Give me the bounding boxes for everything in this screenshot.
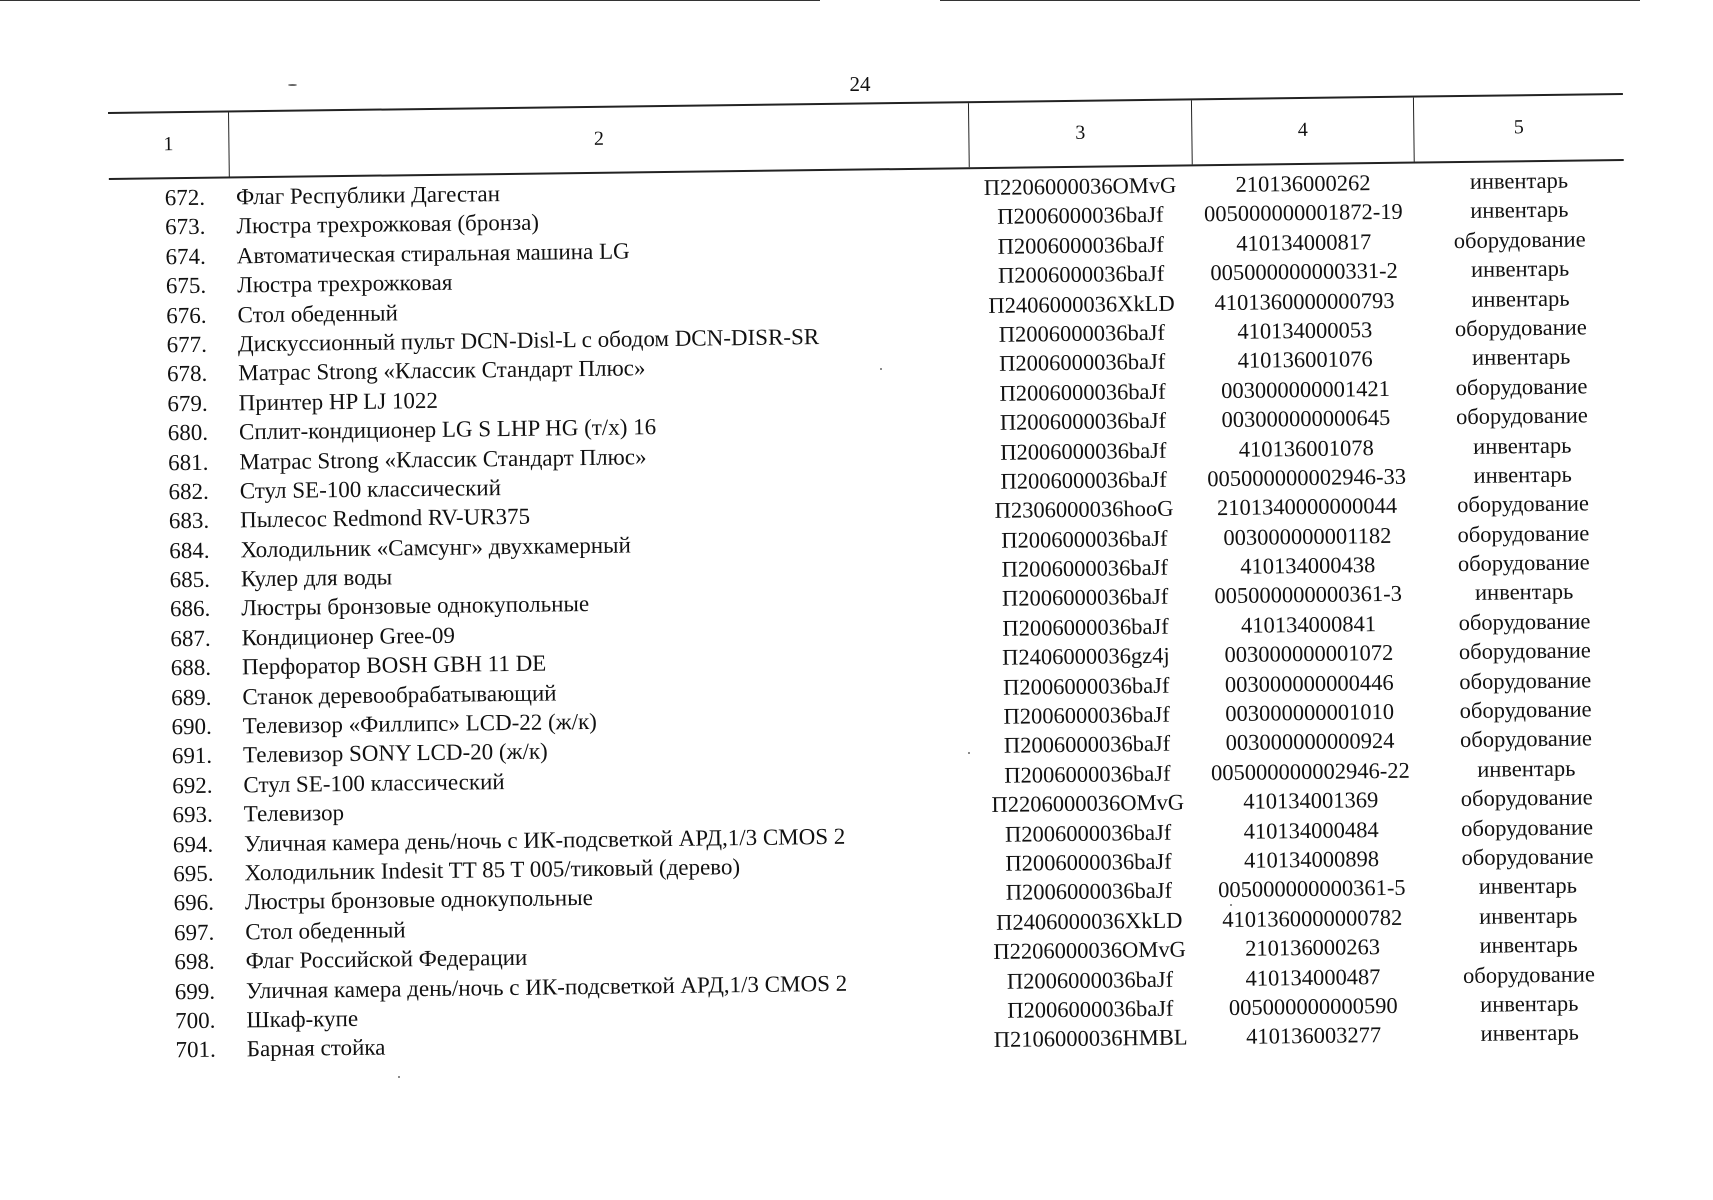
inventory-number: П2006000036baJf	[999, 378, 1166, 406]
item-code: 003000000000645	[1221, 405, 1391, 433]
inventory-number: П2206000036OMvG	[991, 789, 1185, 818]
item-code: 410136001078	[1238, 434, 1374, 462]
row-number: 677.	[166, 331, 208, 358]
row-number: 683.	[168, 508, 210, 534]
item-name: Дискуссионный пульт DCN-Disl-L с ободом DCN-DISR-SR	[237, 324, 820, 357]
item-category: инвентарь	[1469, 167, 1569, 194]
column-header-5: 5	[1413, 95, 1624, 162]
row-number: 675.	[165, 272, 207, 299]
item-code: 410134001369	[1243, 787, 1379, 814]
inventory-number: П2006000036baJf	[1001, 525, 1168, 553]
item-name: Перфоратор BOSH GBH 11 DE	[241, 650, 547, 680]
row-number: 689.	[170, 684, 212, 710]
inventory-number: П2006000036baJf	[1002, 613, 1169, 641]
item-name: Телевизор «Филлипс» LCD-22 (ж/к)	[242, 708, 597, 739]
item-name: Флаг Российской Федерации	[245, 944, 528, 974]
row-number: 690.	[171, 713, 212, 740]
scan-speck	[398, 1076, 400, 1078]
inventory-number: П2006000036baJf	[1007, 995, 1174, 1023]
item-code: 410134000487	[1245, 963, 1381, 991]
item-category: инвентарь	[1470, 255, 1570, 283]
item-category: оборудование	[1460, 784, 1593, 812]
inventory-number: П2006000036baJf	[1004, 760, 1171, 788]
inventory-number: П2006000036baJf	[1001, 554, 1169, 582]
item-category: оборудование	[1453, 226, 1586, 253]
item-name: Принтер HP LJ 1022	[238, 387, 439, 416]
item-code: 410134000053	[1237, 317, 1373, 344]
item-name: Люстры бронзовые однокупольные	[241, 591, 590, 621]
row-number: 672.	[164, 184, 206, 211]
inventory-number: П2406000036XkLD	[988, 290, 1175, 318]
row-number: 679.	[167, 390, 208, 417]
row-number: 687.	[170, 625, 211, 652]
item-category: оборудование	[1457, 520, 1590, 547]
inventory-number: П2006000036baJf	[997, 202, 1164, 230]
item-name: Холодильник Indesit TT 85 T 005/тиковый (дерево)	[244, 854, 741, 886]
inventory-number: П2406000036XkLD	[995, 907, 1183, 935]
item-code: 003000000000924	[1225, 728, 1395, 756]
column-header-1: 1	[163, 133, 174, 156]
item-category: оборудование	[1458, 637, 1591, 665]
row-number: 697.	[173, 919, 215, 945]
item-name: Автоматическая стиральная машина LG	[236, 238, 630, 269]
row-number: 673.	[165, 214, 206, 240]
item-code: 210136000262	[1235, 170, 1371, 197]
row-number: 682.	[168, 478, 209, 505]
item-code: 005000000000590	[1228, 992, 1398, 1020]
item-category: оборудование	[1457, 549, 1590, 577]
item-name: Барная стойка	[246, 1034, 386, 1062]
inventory-number: П2306000036hooG	[994, 495, 1174, 524]
item-name: Матрас Strong «Классик Стандарт Плюс»	[239, 443, 647, 474]
item-code: 003000000001421	[1221, 375, 1391, 403]
row-number: 684.	[169, 537, 210, 563]
inventory-number: П2006000036baJf	[1000, 466, 1167, 494]
row-number: 696.	[173, 890, 215, 916]
row-number: 685.	[169, 566, 211, 593]
item-category: оборудование	[1461, 843, 1594, 871]
table-body	[109, 165, 1635, 1066]
inventory-number: П2206000036OMvG	[983, 172, 1177, 201]
item-category: оборудование	[1456, 490, 1590, 518]
row-number: 698.	[174, 948, 215, 975]
item-code: 005000000002946-22	[1210, 757, 1410, 786]
item-code: 005000000001872-19	[1203, 199, 1403, 227]
item-name: Кондиционер Gree-09	[241, 622, 456, 651]
item-category: оборудование	[1455, 373, 1588, 400]
inventory-number: П2006000036baJf	[1000, 437, 1167, 465]
inventory-number: П2006000036baJf	[999, 407, 1167, 435]
item-name: Люстры бронзовые однокупольные	[244, 885, 593, 915]
item-code: 005000000000361-3	[1214, 581, 1403, 609]
item-name: Станок деревообрабатывающий	[242, 680, 557, 709]
item-name: Уличная камера день/ночь с ИК-подсветкой АРД,1/3 CMOS 2	[244, 823, 846, 856]
scan-speck	[288, 84, 297, 86]
item-code: 210136000263	[1244, 934, 1381, 961]
inventory-table	[108, 93, 1635, 1066]
inventory-number: П2106000036HMBL	[993, 1024, 1188, 1053]
item-code: 410134000484	[1243, 816, 1379, 844]
item-code: 410136003277	[1246, 1022, 1382, 1050]
row-number: 676.	[166, 302, 207, 328]
item-category: оборудование	[1459, 696, 1592, 724]
inventory-number: П2006000036baJf	[1005, 848, 1172, 876]
item-name: Люстра трехрожковая (бронза)	[236, 209, 540, 239]
item-name: Матрас Strong «Классик Стандарт Плюс»	[238, 355, 646, 386]
item-name: Холодильник «Самсунг» двухкамерный	[240, 532, 631, 563]
row-number: 691.	[171, 743, 213, 769]
row-number: 694.	[172, 831, 214, 857]
item-code: 4101360000000793	[1214, 287, 1395, 315]
item-code: 005000000000361-5	[1217, 875, 1406, 903]
inventory-number: П2006000036baJf	[997, 260, 1165, 289]
row-number: 688.	[170, 655, 212, 681]
row-number: 681.	[167, 449, 209, 475]
inventory-number: П2406000036gz4j	[1002, 642, 1170, 671]
item-code: 410134000841	[1240, 610, 1377, 638]
row-number: 674.	[165, 243, 206, 270]
inventory-number: П2006000036baJf	[1003, 731, 1171, 759]
item-category: оборудование	[1454, 314, 1587, 342]
item-category: оборудование	[1461, 813, 1594, 841]
inventory-number: П2006000036baJf	[1006, 966, 1174, 994]
item-code: 003000000001072	[1224, 640, 1394, 668]
row-number: 699.	[174, 978, 216, 1004]
inventory-number: П2006000036baJf	[998, 319, 1166, 347]
item-category: оборудование	[1459, 667, 1592, 694]
row-number: 700.	[175, 1007, 216, 1034]
item-name: Шкаф-купе	[246, 1005, 359, 1033]
item-name: Стул SE-100 классический	[243, 768, 505, 798]
item-code: 005000000000331-2	[1210, 257, 1399, 286]
inventory-number: П2006000036baJf	[1001, 584, 1169, 612]
item-code: 410136001076	[1237, 346, 1373, 374]
inventory-number: П2006000036baJf	[1005, 878, 1173, 906]
item-name: Уличная камера день/ночь с ИК-подсветкой АРД,1/3 CMOS 2	[245, 970, 848, 1003]
item-code: 410134000438	[1240, 552, 1376, 579]
item-category: оборудование	[1455, 402, 1588, 430]
item-category: оборудование	[1459, 725, 1593, 753]
row-number: 692.	[172, 772, 213, 799]
item-code: 005000000002946-33	[1207, 463, 1407, 492]
item-code: 003000000001010	[1225, 698, 1395, 727]
item-code: 410134000898	[1243, 846, 1380, 873]
item-name: Флаг Республики Дагестан	[235, 181, 501, 210]
inventory-number: П2006000036baJf	[1003, 701, 1170, 729]
item-name: Стул SE-100 классический	[239, 474, 502, 504]
row-number: 695.	[173, 860, 214, 887]
item-name: Кулер для воды	[240, 564, 393, 592]
column-header-3: 3	[968, 100, 1192, 167]
item-category: оборудование	[1462, 960, 1596, 988]
inventory-number: П2006000036baJf	[997, 231, 1165, 259]
item-code: 003000000000446	[1224, 669, 1394, 697]
inventory-number: П2006000036baJf	[1004, 819, 1172, 847]
item-category: инвентарь	[1471, 285, 1570, 312]
row-number: 686.	[169, 596, 211, 622]
item-code: 4101360000000782	[1222, 904, 1403, 932]
item-code: 003000000001182	[1223, 522, 1392, 550]
item-category: оборудование	[1458, 608, 1591, 635]
item-category: инвентарь	[1479, 931, 1578, 958]
row-number: 701.	[175, 1037, 216, 1063]
item-name: Стол обеденный	[237, 299, 399, 327]
item-name: Пылесос Redmond RV-UR375	[239, 504, 531, 533]
item-category: инвентарь	[1474, 579, 1574, 606]
item-category: инвентарь	[1470, 197, 1569, 224]
item-code: 410134000817	[1236, 228, 1372, 256]
inventory-number: П2006000036baJf	[998, 349, 1166, 377]
item-category: инвентарь	[1477, 755, 1576, 782]
item-category: инвентарь	[1478, 902, 1578, 929]
item-category: инвентарь	[1473, 432, 1572, 459]
page-number: 24	[849, 72, 871, 96]
item-category: инвентарь	[1480, 1019, 1579, 1047]
item-name: Сплит-кондиционер LG S LHP HG (т/х) 16	[238, 414, 657, 445]
item-category: инвентарь	[1480, 990, 1579, 1017]
row-number: 678.	[166, 361, 208, 387]
item-category: инвентарь	[1478, 872, 1578, 900]
item-name: Люстра трехрожковая	[237, 269, 453, 298]
item-category: инвентарь	[1473, 461, 1572, 488]
item-category: инвентарь	[1471, 343, 1571, 371]
row-number: 693.	[172, 801, 213, 828]
column-header-2: 2	[228, 103, 969, 176]
row-number: 680.	[167, 419, 209, 446]
item-code: 2101340000000044	[1216, 493, 1398, 521]
item-name: Телевизор SONY LCD-20 (ж/к)	[242, 738, 548, 768]
item-name: Телевизор	[243, 800, 345, 827]
item-name: Стол обеденный	[245, 917, 406, 945]
inventory-number: П2006000036baJf	[1003, 672, 1170, 700]
inventory-number: П2206000036OMvG	[993, 936, 1187, 965]
column-header-4: 4	[1191, 98, 1414, 165]
